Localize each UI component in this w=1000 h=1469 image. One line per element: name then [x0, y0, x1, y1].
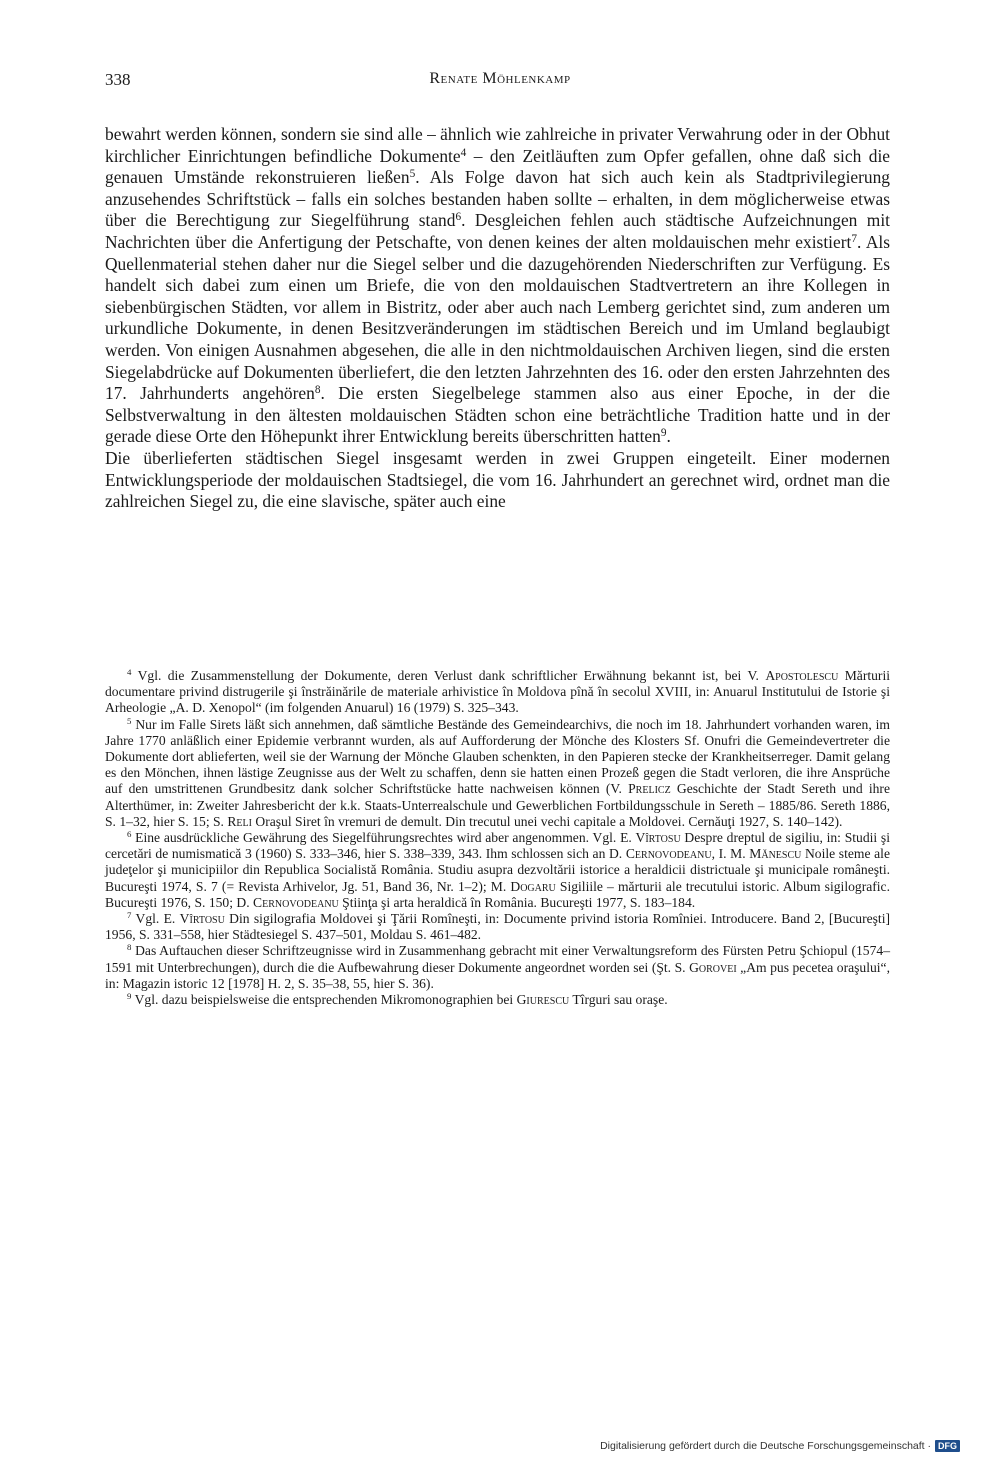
text-span: Sigiliile – mărturii ale trecutului istoric. Album sigilografic. Bucureşti 1976, S. 150; D.	[105, 878, 890, 910]
footnote-ref[interactable]: 6	[455, 211, 462, 224]
author-name: Vîrtosu	[179, 911, 225, 927]
footnote-number: 9	[127, 991, 132, 1002]
text-span: Despre dreptul de sigiliu, in: Studii şi cercetări de numismatică 3 (1960) S. 333–346, hier S. 338–339, 343. Ihm schlossen sich an D.	[105, 830, 890, 862]
footnote-number: 5	[127, 715, 132, 726]
author-name: Cernovodeanu	[625, 846, 712, 862]
footnote-number: 8	[127, 942, 132, 953]
author-name: Cernovodeanu	[253, 894, 339, 910]
footnote-ref[interactable]: 7	[851, 232, 857, 245]
funding-text: Digitalisierung gefördert durch die Deutsche Forschungsgemeinschaft ·	[600, 1440, 931, 1452]
footnote-ref[interactable]: 8	[314, 383, 321, 396]
footnote-6	[105, 830, 890, 911]
text-span: Tîrguri sau oraşe.	[569, 992, 668, 1008]
text-span: .	[666, 426, 671, 447]
text-span: Das Auftauchen dieser Schriftzeugnisse wird in Zusammenhang gebracht mit einer Verwaltungsreform des Fürsten Petru Şchiopul (1574–1591 mit Unterbrechungen), durch die die Aufbewahrung dieser Dokumente angeordnet worden sei (Şt. S.	[105, 943, 890, 975]
text-span: Mărturii documentare privind distrugerile şi înstrăinările de materiale arhivistice în Moldova pînă în secolul XVIII, in: Anuarul Institutului de Istorie şi Arheologie „A. D. Xenopol“ (im folgenden Anuarul) 16 (1979) S. 325–343.	[105, 668, 891, 716]
running-head: Renate Möhlenkamp	[429, 70, 571, 87]
page-number: 338	[105, 70, 131, 89]
footnote-9	[105, 992, 890, 1008]
text-span: Nur im Falle Sirets läßt sich annehmen, daß sämtliche Bestände des Gemeindearchivs, die noch im 18. Jahrhundert vorhanden waren, im Jahre 1770 anläßlich einer Epidemie verbrannt wurden, als auf Aufforderung der Mönche des Klosters Sf. Onufri die Gemeindevertreter die Dokumente dort ablieferten, weil sie der Warnung der Mönche Glauben schenkten, in den Papieren stecke der Krankheitserreger. Damit gelang es den Mönchen, ihnen lästige Zeugnisse aus der Welt zu schaffen, denn sie hatten einen Prozeß gegen die Stadt verloren, die ihre Ansprüche auf den umstrittenen Grundbesitz dank solcher Schriftstücke hatte nachweisen können (V.	[105, 716, 890, 797]
text-span: Eine ausdrückliche Gewährung des Siegelführungsrechtes wird aber angenommen. Vgl. E.	[135, 830, 636, 846]
text-span: „Am pus pecetea oraşului“, in: Magazin istoric 12 [1978] H. 2, S. 35–38, 55, hier S. 36).	[105, 959, 890, 991]
text-span: Ştiinţa şi arta heraldică în România. Bucureşti 1977, S. 183–184.	[338, 894, 696, 910]
text-span: bewahrt werden können, sondern sie sind alle – ähnlich wie zahlreiche in privater Verwahrung oder in der Obhut kirchlicher Einrichtungen befindliche Dokumente	[105, 124, 890, 166]
text-span: . Als Quellenmaterial stehen daher nur die Siegel selber und die dazugehörenden Niederschriften zur Verfügung. Es handelt sich dabei zum einen um Briefe, die von den moldauischen Stadtvertretern an ihre Kollegen in siebenbürgischen Städten, vor allem in Bistritz, oder aber auch nach Lemberg gerichtet sind, zum anderen um urkundliche Dokumente, in denen Besitzveränderungen im städtischen Bereich und im Umland beglaubigt werden. Von einigen Ausnahmen abgesehen, die alle in den nichtmoldauischen Archiven liegen, sind die ersten Siegelabdrücke auf Dokumenten überliefert, die den letzten Jahrzehnten des 16. oder den ersten Jahrzehnten des 17. Jahrhunderts angehören	[105, 231, 890, 404]
paragraph	[105, 124, 890, 448]
text-span: Vgl. dazu beispielsweise die entsprechenden Mikromonographien bei	[134, 992, 517, 1008]
footnote-4	[105, 668, 890, 717]
dfg-logo: DFG	[935, 1440, 960, 1452]
text-span: Oraşul Siret în vremuri de demult. Din trecutul unei vechi capitale a Moldovei. Cernăuţi 1927, S. 140–142).	[251, 813, 843, 829]
text-span: Geschichte der Stadt Sereth und ihre Alterthümer, in: Zweiter Jahresbericht der k.k. Staats-Unterrealschule und Gewerblichen Fortbildungsschule in Sereth – 1885/86. Sereth 1886, S. 1–32, hier S. 15; S.	[105, 781, 890, 829]
author-name: Reli	[227, 813, 252, 829]
text-span: . Die ersten Siegelbelege stammen also aus einer Epoche, in der die Selbstverwaltung in den ältesten moldauischen Städten schon eine beträchtliche Tradition hatte und in der gerade diese Orte den Höhepunkt ihrer Entwicklung bereits überschritten hatten	[105, 383, 890, 447]
author-name: Giurescu	[516, 992, 570, 1008]
text-span: Die überlieferten städtischen Siegel insgesamt werden in zwei Gruppen eingeteilt. Einer modernen Entwicklungsperiode der moldauischen Stadtsiegel, die vom 16. Jahrhundert an gerechnet wird, ordnet man die zahlreichen Siegel zu, die eine slavische, später auch eine	[105, 447, 890, 512]
author-name: Mănescu	[749, 846, 802, 862]
footnote-5	[105, 717, 890, 830]
text-span: Noile steme ale judeţelor şi municipiilor din Republica Socialistă România. Studiu asupra dezvoltării istorice a heraldicii districtuale şi municipale româneşti. Bucureşti 1974, S. 7 (= Revista Arhivelor, Jg. 51, Band 36, Nr. 1–2); M.	[105, 846, 890, 894]
author-name: Dogaru	[510, 878, 556, 894]
author-name: Prelicz	[628, 781, 671, 797]
author-name: Vîrtosu	[635, 830, 681, 846]
text-span: , I. M.	[711, 846, 750, 862]
text-span: . Als Folge davon hat sich auch kein als Stadtprivilegierung anzusehendes Schriftstück – falls ein solches bestanden haben sollte – erhalten, in dem möglicherweise etwas über die Berechtigung zur Siegelführung stand	[105, 167, 890, 231]
footnote-number: 6	[127, 829, 132, 840]
footnote-ref[interactable]: 4	[460, 146, 467, 159]
author-name: Gorovei	[689, 959, 737, 975]
funding-note	[600, 1440, 960, 1452]
text-span: Vgl. E.	[135, 911, 180, 927]
main-text	[105, 124, 890, 513]
text-span: . Desgleichen fehlen auch städtische Aufzeichnungen mit Nachrichten über die Anfertigung der Petschafte, von denen keines der alten moldauischen mehr existiert	[105, 210, 890, 252]
text-span: Vgl. die Zusammenstellung der Dokumente, deren Verlust dank schriftlicher Erwähnung bekannt ist, bei V.	[137, 668, 766, 683]
author-name: Apostolescu	[765, 668, 839, 683]
footnote-7	[105, 911, 890, 943]
paragraph	[105, 448, 890, 513]
footnotes	[105, 668, 890, 1008]
footnote-number: 4	[127, 667, 132, 678]
text-span: – den Zeitläuften zum Opfer gefallen, ohne daß sich die genauen Umstände rekonstruieren ließen	[105, 145, 890, 188]
footnote-ref[interactable]: 5	[409, 167, 416, 180]
footnote-number: 7	[127, 910, 132, 921]
footnote-8	[105, 943, 890, 992]
footnote-ref[interactable]: 9	[660, 427, 667, 440]
text-span: Din sigilografia Moldovei şi Ţării Romîneşti, in: Documente privind istoria Romîniei. Introducere. Band 2, [Bucureşti] 1956, S. 331–558, hier Städtesiegel S. 437–501, Moldau S. 461–482.	[105, 911, 891, 943]
